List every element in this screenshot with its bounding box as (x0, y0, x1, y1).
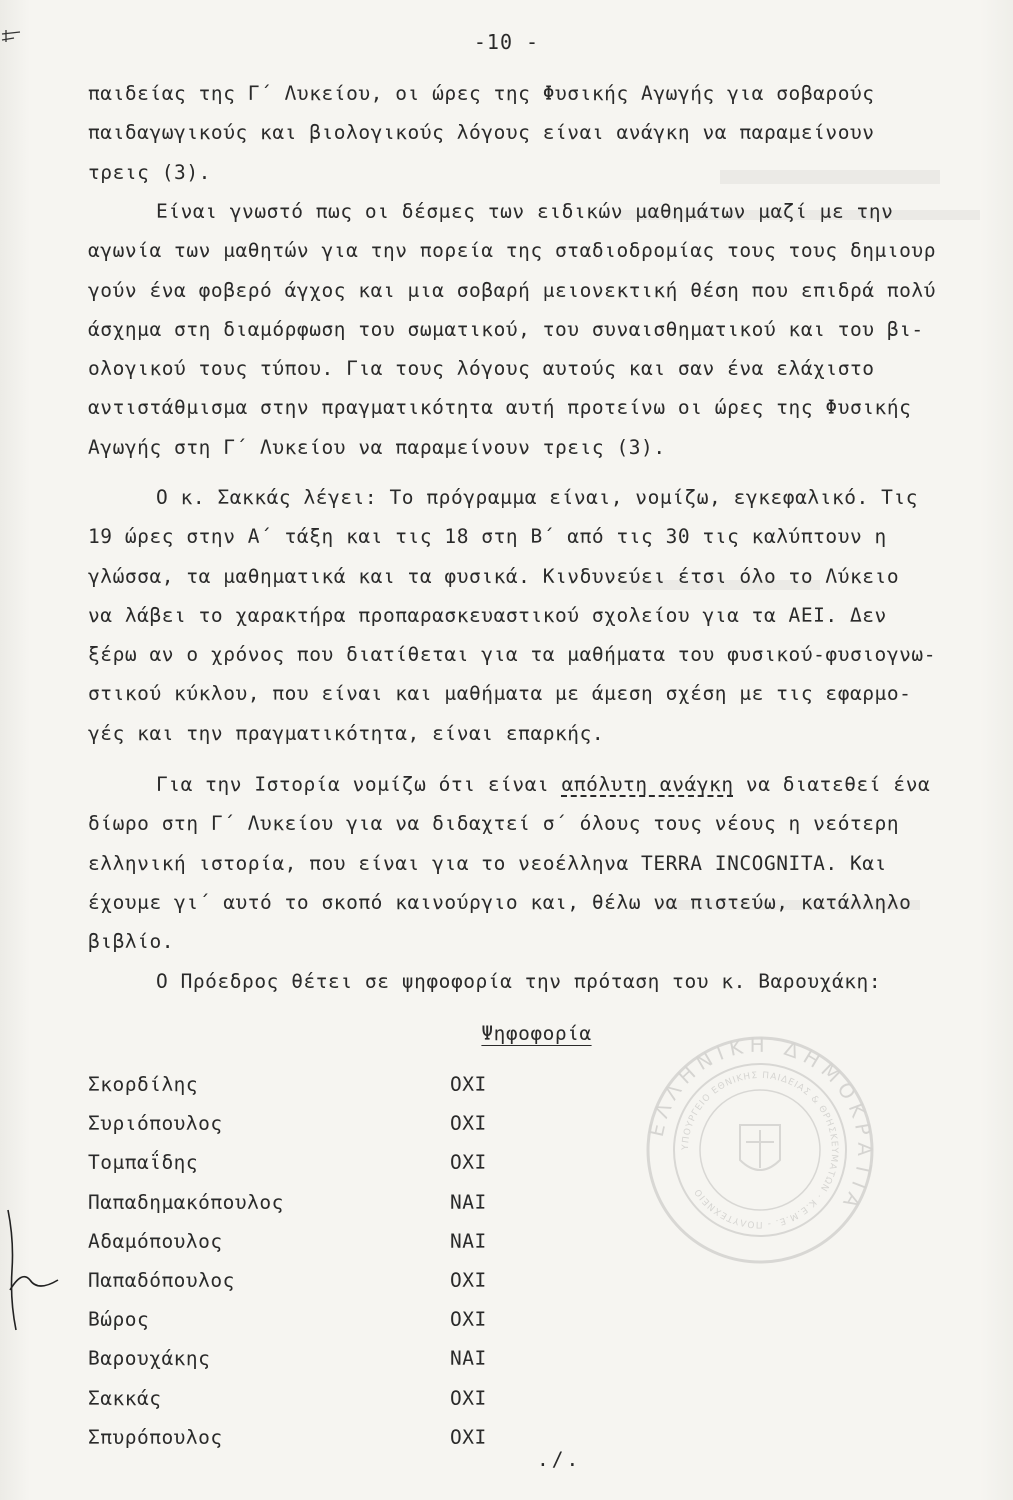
vote-row (88, 1426, 588, 1465)
text-before-underline: Για την Ιστορία νομίζω ότι είναι (156, 773, 562, 796)
text-line: 19 ώρες στην Α΄ τάξη και τις 18 στη Β΄ από τις 30 τις καλύπτουν η (88, 525, 887, 549)
vote-row (88, 1112, 588, 1151)
vote-row (88, 1191, 588, 1230)
text-line: γούν ένα φοβερό άγχος και μια σοβαρή μειονεκτική θέση που επιδρά πολύ (88, 278, 937, 302)
voter-name: Παπαδόπουλος (88, 1268, 235, 1292)
svg-text:ΥΠΟΥΡΓΕΙΟ ΕΘΝΙΚΗΣ ΠΑΙΔΕΙΑΣ & Θ: ΥΠΟΥΡΓΕΙΟ ΕΘΝΙΚΗΣ ΠΑΙΔΕΙΑΣ & ΘΡΗΣΚΕΥΜΑΤΩΝ · Κ.Ε.Μ.Ε. - ΠΟΛΥΤΕΧΝΕΙΟ (680, 1070, 840, 1230)
text-line: παιδείας της Γ΄ Λυκείου, οι ώρες της Φυσικής Αγωγής για σοβαρούς (88, 82, 875, 105)
text-line: Ο κ. Σακκάς λέγει: Το πρόγραμμα είναι, νομίζω, εγκεφαλικό. Τις (156, 486, 918, 509)
text-line: Είναι γνωστό πως οι δέσμες των ειδικών μαθημάτων μαζί με την (156, 200, 894, 223)
text-line: τρεις (3). (88, 160, 211, 184)
vote-value: ΟΧΙ (450, 1425, 487, 1449)
voter-name: Σπυρόπουλος (88, 1425, 223, 1449)
vote-row (88, 1308, 588, 1347)
vote-row (88, 1230, 588, 1269)
vote-value: ΝΑΙ (450, 1229, 487, 1253)
vote-value: ΝΑΙ (450, 1347, 487, 1371)
vote-value: ΝΑΙ (450, 1190, 487, 1214)
text-line: Ο Πρόεδρος θέτει σε ψηφοφορία την πρόταση του κ. Βαρουχάκη: (156, 970, 882, 993)
voter-name: Παπαδημακόπουλος (88, 1190, 284, 1214)
vote-value: ΟΧΙ (450, 1073, 487, 1096)
vote-row (88, 1151, 588, 1190)
text-line: γές και την πραγματικότητα, είναι επαρκής. (88, 721, 605, 745)
text-line: δίωρο στη Γ΄ Λυκείου για να διδαχτεί σ΄ όλους τους νέους η νεότερη (88, 812, 900, 836)
text-line: Αγωγής στη Γ΄ Λυκείου να παραμείνουν τρεις (3). (88, 435, 666, 459)
vote-value: ΟΧΙ (450, 1386, 487, 1410)
text-line: να λάβει το χαρακτήρα προπαρασκευαστικού σχολείου για τα ΑΕΙ. Δεν (88, 603, 887, 627)
text-line: άσχημα στη διαμόρφωση του σωματικού, του συναισθηματικού και του βι- (88, 317, 924, 341)
page-number: -10 - (473, 30, 540, 54)
text-line: ελληνική ιστορία, που είναι για το νεοέλληνα TERRA INCOGNITA. Και (88, 851, 887, 875)
vote-list (88, 1073, 588, 1465)
voter-name: Αδαμόπουλος (88, 1229, 223, 1253)
text-line: ξέρω αν ο χρόνος που διατίθεται για τα μαθήματα του φυσικού-φυσιογνω- (88, 643, 937, 667)
vote-value: ΟΧΙ (450, 1112, 487, 1136)
voter-name: Σκορδίλης (88, 1073, 199, 1096)
text-after-underline: να διατεθεί ένα (733, 773, 931, 796)
text-line: παιδαγωγικούς και βιολογικούς λόγους είναι ανάγκη να παραμείνουν (88, 121, 875, 145)
vote-title-text: Ψηφοφορία (481, 1022, 592, 1045)
text-line: ολογικού τους τύπου. Για τους λόγους αυτούς και σαν ένα ελάχιστο (88, 357, 875, 381)
text-line: αντιστάθμισμα στην πραγματικότητα αυτή προτείνω οι ώρες της Φυσικής (88, 396, 912, 420)
text-line: έχουμε γι΄ αυτό το σκοπό καινούργιο και, θέλω να πιστεύω, κατάλληλο (88, 890, 912, 914)
text-line: γλώσσα, τα μαθηματικά και τα φυσικά. Κινδυνεύει έτσι όλο το Λύκειο (88, 564, 900, 588)
vote-row (88, 1269, 588, 1308)
voter-name: Βώρος (88, 1308, 150, 1332)
svg-text:ΕΛΛΗΝΙΚΗ ΔΗΜΟΚΡΑΤΙΑ: ΕΛΛΗΝΙΚΗ ΔΗΜΟΚΡΑΤΙΑ (643, 1032, 878, 1218)
vote-row (88, 1073, 588, 1112)
vote-value: ΟΧΙ (450, 1268, 487, 1292)
vote-value: ΟΧΙ (450, 1308, 487, 1332)
vote-row (88, 1387, 588, 1426)
end-mark: ./. (537, 1448, 582, 1471)
voter-name: Συριόπουλος (88, 1112, 223, 1136)
text-line: στικού κύκλου, που είναι και μαθήματα με άμεση σχέση με τις εφαρμο- (88, 682, 912, 706)
voter-name: Σακκάς (88, 1386, 162, 1410)
voter-name: Τομπαΐδης (88, 1151, 199, 1175)
vote-row (88, 1347, 588, 1386)
underlined-phrase: απόλυτη ανάγκη (561, 773, 734, 796)
text-line: βιβλίο. (88, 930, 175, 954)
show-through-texture (600, 160, 1000, 1460)
text-line: αγωνία των μαθητών για την πορεία της σταδιοδρομίας τους τους δημιουρ (88, 239, 937, 263)
voter-name: Βαρουχάκης (88, 1347, 211, 1371)
handwritten-signature (0, 1200, 60, 1340)
vote-value: ΟΧΙ (450, 1151, 487, 1175)
